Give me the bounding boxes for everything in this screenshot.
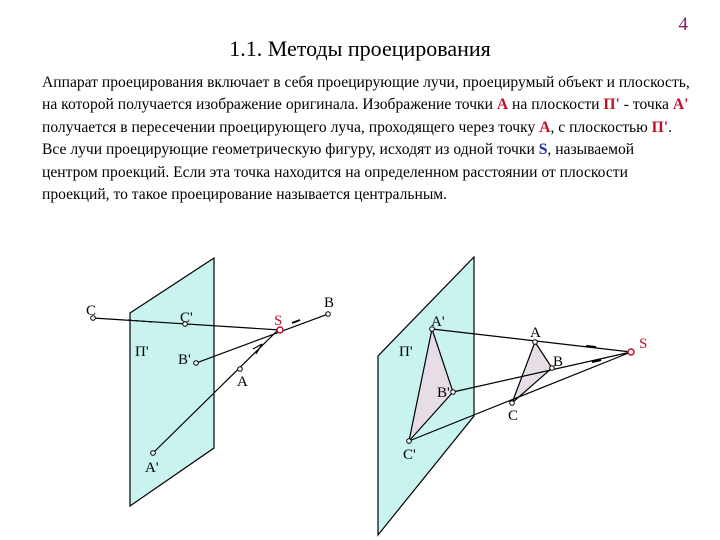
label-a: A (530, 325, 541, 341)
point-c (510, 401, 515, 406)
label-plane: П' (135, 344, 149, 360)
arrow-mark (586, 346, 596, 347)
point-b (326, 312, 331, 317)
label-b: B (324, 295, 335, 311)
page-title: 1.1. Методы проецирования (229, 36, 491, 61)
point-a-proj (151, 451, 156, 456)
figure-left (86, 258, 334, 506)
arrow-mark (292, 320, 300, 323)
point-a (238, 367, 243, 372)
label-b-proj: B' (437, 385, 450, 401)
paragraph-run: Аппарат проецирования включает в себя проецирующие лучи, проецирумый объект и плоскость, на которой получается изображение оригинала. Изображение точки (42, 74, 690, 114)
paragraph-run: на плоскости (508, 96, 604, 114)
figure-right (378, 257, 647, 535)
ray-b (196, 314, 328, 363)
point-c-proj (407, 439, 412, 444)
highlight-point-a-proj: A' (672, 96, 689, 114)
highlight-center-s: S (538, 141, 548, 159)
label-a-proj: A' (145, 460, 159, 476)
paragraph-run: - точка (619, 96, 673, 114)
highlight-plane: П' (651, 118, 669, 136)
highlight-point-a: A (539, 118, 551, 136)
page-number: 4 (678, 14, 688, 35)
label-s: S (639, 336, 648, 352)
label-c: C (508, 408, 519, 424)
label-c: C (86, 303, 97, 319)
projection-plane (130, 258, 214, 506)
label-c-proj: C' (180, 310, 193, 326)
paragraph-run: . Все лучи проецирующие геометрическую фигуру, исходят из одной точки (42, 118, 673, 159)
label-s: S (274, 313, 283, 329)
paragraph-run: , с плоскостью (550, 118, 652, 136)
label-c-proj: C' (403, 447, 416, 463)
original-triangle (512, 342, 552, 403)
point-b-proj (451, 390, 456, 395)
label-b: B (553, 354, 564, 370)
highlight-point-a: A (496, 96, 509, 114)
point-b-proj (194, 361, 199, 366)
label-plane: П' (399, 344, 413, 360)
point-s (628, 349, 634, 355)
label-b-proj: B' (178, 352, 191, 368)
paragraph-run: получается в пересечении проецирующего луча, проходящего через точку (42, 118, 540, 136)
highlight-plane: П' (603, 96, 620, 114)
label-a: A (237, 374, 248, 390)
label-a-proj: A' (431, 314, 445, 330)
paragraph-run: , называемой центром проекций. Если эта точка находится на определенном расстоянии от плоскости проекций, то такое проецирование называется центральным. (42, 141, 635, 204)
